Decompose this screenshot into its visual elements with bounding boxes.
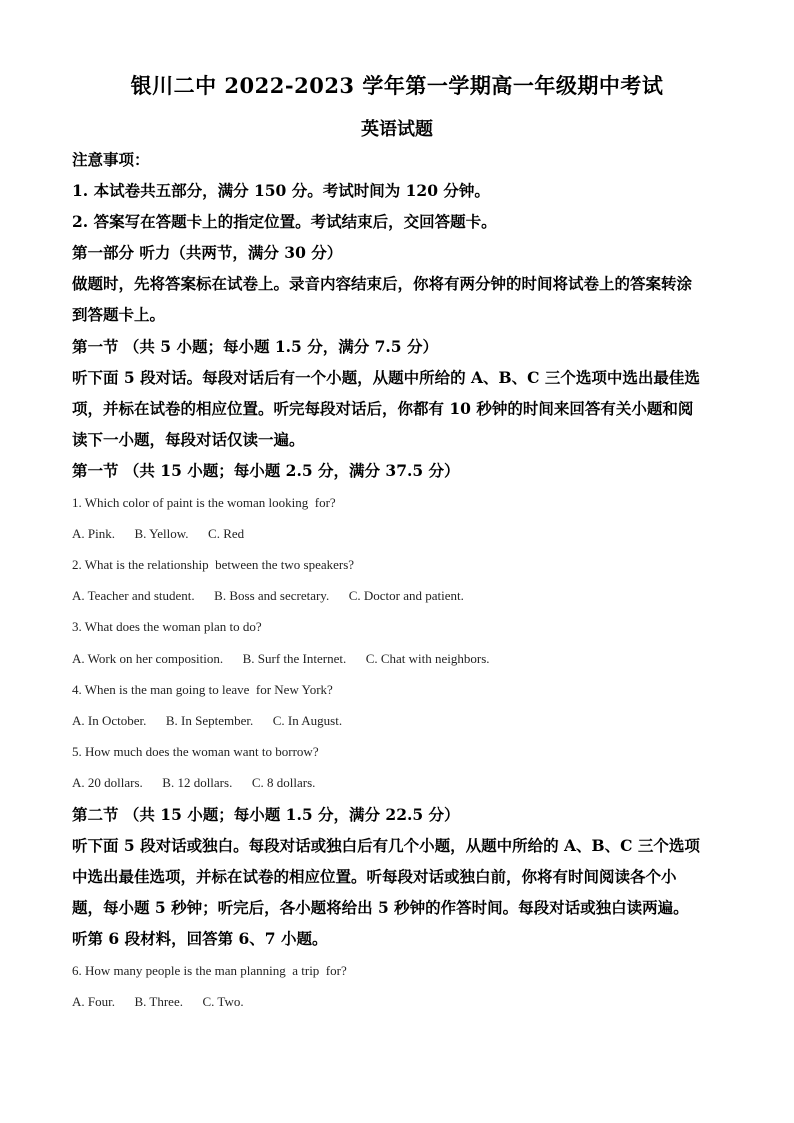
part1-heading: 第一部分 听力（共两节，满分 30 分）: [72, 243, 343, 262]
question-3-options: A. Work on her composition. B. Surf the Internet. C. Chat with neighbors.: [72, 651, 490, 666]
section1-intro-line2: 项，并标在试卷的相应位置。听完每段对话后，你都有 10 秒钟的时间来回答有关小题和阅: [72, 399, 694, 418]
section1-heading-2: 第一节 （共 15 小题；每小题 2.5 分，满分 37.5 分）: [72, 461, 460, 480]
question-6-options: A. Four. B. Three. C. Two.: [72, 994, 244, 1009]
part1-intro-line2: 到答题卡上。: [72, 305, 166, 324]
section1-heading: 第一节 （共 5 小题；每小题 1.5 分，满分 7.5 分）: [72, 337, 438, 356]
question-4: 4. When is the man going to leave for New York?: [72, 682, 333, 697]
question-1-options: A. Pink. B. Yellow. C. Red: [72, 526, 245, 541]
part1-intro-line1: 做题时，先将答案标在试卷上。录音内容结束后，你将有两分钟的时间将试卷上的答案转涂: [72, 274, 693, 293]
question-3: 3. What does the woman plan to do?: [72, 619, 262, 634]
question-5-options: A. 20 dollars. B. 12 dollars. C. 8 dollars.: [72, 775, 316, 790]
section2-intro-line2: 中选出最佳选项，并标在试卷的相应位置。听每段对话或独白前，你将有时间阅读各个小: [72, 867, 677, 886]
question-6: 6. How many people is the man planning a trip for?: [72, 963, 347, 978]
question-1: 1. Which color of paint is the woman looking for?: [72, 495, 336, 510]
section2-intro-line1: 听下面 5 段对话或独白。每段对话或独白后有几个小题，从题中所给的 A、B、C 三个选项: [72, 836, 700, 855]
exam-title: 银川二中 2022-2023 学年第一学期高一年级期中考试: [130, 73, 664, 98]
question-2: 2. What is the relationship between the two speakers?: [72, 557, 355, 572]
question-5: 5. How much does the woman want to borrow?: [72, 744, 319, 759]
question-4-options: A. In October. B. In September. C. In August.: [72, 713, 343, 728]
notice-heading: 注意事项：: [72, 150, 150, 169]
section1-intro-line1: 听下面 5 段对话。每段对话后有一个小题，从题中所给的 A、B、C 三个选项中选出最佳选: [72, 368, 700, 387]
section2-heading: 第二节 （共 15 小题；每小题 1.5 分，满分 22.5 分）: [72, 805, 460, 824]
section2-intro-line3: 题，每小题 5 秒钟；听完后，各小题将给出 5 秒钟的作答时间。每段对话或独白读两遍。: [72, 898, 689, 917]
question-2-options: A. Teacher and student. B. Boss and secretary. C. Doctor and patient.: [72, 588, 464, 603]
notice-item-1: 1. 本试卷共五部分，满分 150 分。考试时间为 120 分钟。: [72, 181, 490, 200]
section1-intro-line3: 读下一小题，每段对话仅读一遍。: [72, 430, 305, 449]
notice-item-2: 2. 答案写在答题卡上的指定位置。考试结束后，交回答题卡。: [72, 212, 497, 231]
exam-subtitle: 英语试题: [361, 119, 433, 140]
section2-material: 听第 6 段材料，回答第 6、7 小题。: [72, 929, 328, 948]
